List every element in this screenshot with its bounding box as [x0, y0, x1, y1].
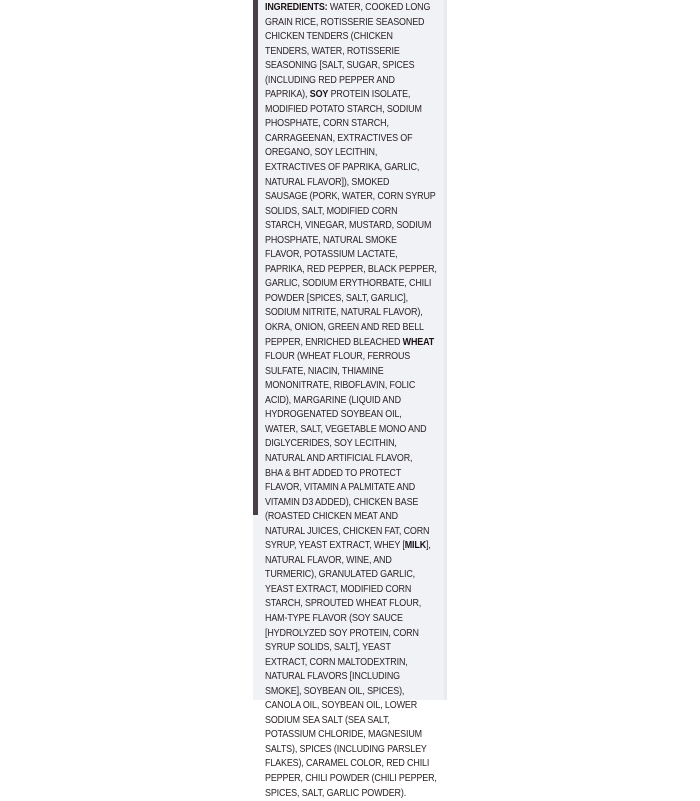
ingredient-text: STARCH, VINEGAR, MUSTARD, SODIUM: [265, 220, 432, 232]
ingredient-line: [265, 525, 430, 540]
ingredient-text: SMOKE], SOYBEAN OIL, SPICES),: [265, 685, 405, 697]
ingredient-line: [265, 146, 418, 161]
ingredient-text: ],: [426, 540, 431, 552]
ingredient-line: [265, 656, 418, 671]
ingredient-line: [265, 161, 418, 176]
ingredient-text: HAM-TYPE FLAVOR (SOY SAUCE: [265, 612, 403, 624]
ingredient-line: [265, 88, 418, 103]
ingredient-text: SYRUP SOLIDS, SALT], YEAST: [265, 642, 391, 654]
ingredient-text: WATER, SALT, VEGETABLE MONO AND: [265, 423, 427, 435]
ingredient-text: SULFATE, NIACIN, THIAMINE: [265, 365, 384, 377]
ingredient-text: SALTS), SPICES (INCLUDING PARSLEY: [265, 743, 427, 755]
ingredient-line: [265, 568, 418, 583]
ingredient-line: [265, 292, 418, 307]
ingredient-line: [265, 597, 422, 612]
ingredient-text: POTASSIUM CHLORIDE, MAGNESIUM: [265, 729, 422, 741]
ingredient-line: [265, 423, 427, 438]
ingredient-text: MONONITRATE, RIBOFLAVIN, FOLIC: [265, 380, 416, 392]
ingredient-line: [265, 306, 423, 321]
ingredient-line: [265, 743, 427, 758]
ingredient-text: TURMERIC), GRANULATED GARLIC,: [265, 569, 416, 581]
ingredient-text: PHOSPHATE, NATURAL SMOKE: [265, 234, 397, 246]
ingredient-line: [265, 467, 418, 482]
ingredient-line: [265, 496, 418, 511]
ingredient-line: [265, 394, 418, 409]
ingredient-line: [265, 248, 418, 263]
ingredient-line: [265, 234, 418, 249]
package-light-edge: [444, 0, 447, 700]
ingredients-list: [265, 1, 443, 801]
bold-allergen-text: MILK: [404, 540, 427, 552]
ingredient-line: [265, 1, 431, 16]
ingredient-line: [265, 336, 435, 351]
ingredient-text: SYRUP, YEAST EXTRACT, WHEY [: [265, 540, 405, 552]
ingredient-text: SODIUM NITRITE, NATURAL FLAVOR),: [265, 307, 423, 319]
ingredient-text: NATURAL FLAVORS [INCLUDING: [265, 671, 401, 683]
ingredient-line: [265, 365, 418, 380]
bold-allergen-text: SOY: [309, 89, 329, 101]
ingredient-text: DIGLYCERIDES, SOY LECITHIN,: [265, 438, 397, 450]
ingredient-line: [265, 408, 418, 423]
ingredient-text: NATURAL JUICES, CHICKEN FAT, CORN: [265, 525, 430, 537]
ingredient-line: [265, 176, 418, 191]
ingredient-text: CARRAGEENAN, EXTRACTIVES OF: [265, 132, 413, 144]
ingredient-text: NATURAL AND ARTIFICIAL FLAVOR,: [265, 452, 413, 464]
ingredient-text: CANOLA OIL, SOYBEAN OIL, LOWER: [265, 700, 418, 712]
ingredient-line: [265, 510, 418, 525]
ingredient-line: [265, 437, 418, 452]
ingredient-line: [265, 132, 418, 147]
ingredient-line: [265, 59, 418, 74]
ingredient-text: (ROASTED CHICKEN MEAT AND: [265, 511, 398, 523]
ingredient-text: FLOUR (WHEAT FLOUR, FERROUS: [265, 351, 411, 363]
bold-allergen-text: INGREDIENTS:: [265, 2, 328, 13]
ingredient-text: TENDERS, WATER, ROTISSERIE: [265, 45, 400, 57]
ingredient-text: PAPRIKA),: [265, 89, 310, 101]
ingredient-text: OKRA, ONION, GREEN AND RED BELL: [265, 322, 424, 334]
ingredient-text: BHA & BHT ADDED TO PROTECT: [265, 467, 402, 479]
ingredient-text: ACID), MARGARINE (LIQUID AND: [265, 394, 401, 406]
ingredient-line: [265, 74, 418, 89]
ingredient-line: [265, 612, 418, 627]
ingredient-text: SPICES, SALT, GARLIC POWDER).: [265, 787, 407, 799]
ingredient-text: (INCLUDING RED PEPPER AND: [265, 74, 395, 86]
ingredient-line: [265, 219, 432, 234]
ingredient-line: [265, 539, 431, 554]
ingredient-line: [265, 583, 418, 598]
ingredient-text: SAUSAGE (PORK, WATER, CORN SYRUP: [265, 191, 436, 203]
bold-allergen-text: WHEAT: [402, 336, 435, 348]
ingredient-line: [265, 685, 418, 700]
ingredient-line: [265, 263, 437, 278]
ingredient-line: [265, 772, 437, 787]
ingredient-line: [265, 205, 418, 220]
ingredient-text: PROTEIN ISOLATE,: [328, 89, 411, 101]
ingredient-line: [265, 670, 418, 685]
ingredient-line: [265, 350, 418, 365]
ingredient-text: NATURAL FLAVOR, WINE, AND: [265, 554, 392, 566]
ingredient-text: CHICKEN TENDERS (CHICKEN: [265, 31, 393, 43]
ingredient-text: SODIUM SEA SALT (SEA SALT,: [265, 714, 390, 726]
ingredient-text: VITAMIN D3 ADDED), CHICKEN BASE: [265, 496, 419, 508]
ingredient-text: HYDROGENATED SOYBEAN OIL,: [265, 409, 402, 421]
ingredient-line: [265, 45, 418, 60]
ingredient-line: [265, 627, 418, 642]
ingredient-text: POWDER [SPICES, SALT, GARLIC],: [265, 292, 408, 304]
ingredient-text: SOLIDS, SALT, MODIFIED CORN: [265, 205, 398, 217]
ingredient-line: [265, 787, 418, 801]
ingredient-text: [HYDROLYZED SOY PROTEIN, CORN: [265, 627, 419, 639]
ingredient-line: [265, 277, 432, 292]
ingredient-line: [265, 16, 425, 31]
ingredient-line: [265, 190, 436, 205]
ingredient-line: [265, 321, 424, 336]
ingredient-line: [265, 714, 418, 729]
ingredient-text: FLAKES), CARAMEL COLOR, RED CHILI: [265, 758, 430, 770]
ingredient-line: [265, 699, 418, 714]
ingredient-text: SEASONING [SALT, SUGAR, SPICES: [265, 60, 415, 72]
ingredient-line: [265, 117, 418, 132]
ingredient-line: [265, 379, 418, 394]
ingredient-text: EXTRACTIVES OF PAPRIKA, GARLIC,: [265, 162, 420, 174]
ingredient-text: FLAVOR, POTASSIUM LACTATE,: [265, 249, 398, 261]
ingredient-text: PEPPER, CHILI POWDER (CHILI PEPPER,: [265, 772, 437, 784]
ingredient-text: STARCH, SPROUTED WHEAT FLOUR,: [265, 598, 422, 610]
ingredient-text: WATER, COOKED LONG: [327, 2, 431, 13]
ingredient-text: YEAST EXTRACT, MODIFIED CORN: [265, 583, 412, 595]
ingredient-text: PAPRIKA, RED PEPPER, BLACK PEPPER,: [265, 263, 437, 275]
ingredient-line: [265, 641, 418, 656]
ingredient-text: NATURAL FLAVOR]), SMOKED: [265, 176, 390, 188]
ingredient-line: [265, 452, 418, 467]
ingredient-text: EXTRACT, CORN MALTODEXTRIN,: [265, 656, 408, 668]
ingredient-line: [265, 103, 422, 118]
ingredient-text: FLAVOR, VITAMIN A PALMITATE AND: [265, 482, 416, 494]
ingredient-line: [265, 757, 430, 772]
ingredient-line: [265, 30, 418, 45]
ingredient-text: PHOSPHATE, CORN STARCH,: [265, 118, 389, 130]
ingredient-line: [265, 554, 418, 569]
ingredient-text: OREGANO, SOY LECITHIN,: [265, 147, 378, 159]
ingredient-text: GARLIC, SODIUM ERYTHORBATE, CHILI: [265, 278, 432, 290]
package-dark-edge: [253, 0, 258, 515]
ingredient-line: [265, 728, 422, 743]
ingredient-text: MODIFIED POTATO STARCH, SODIUM: [265, 103, 422, 115]
ingredient-text: PEPPER, ENRICHED BLEACHED: [265, 336, 403, 348]
ingredient-text: GRAIN RICE, ROTISSERIE SEASONED: [265, 16, 425, 28]
ingredient-line: [265, 481, 418, 496]
